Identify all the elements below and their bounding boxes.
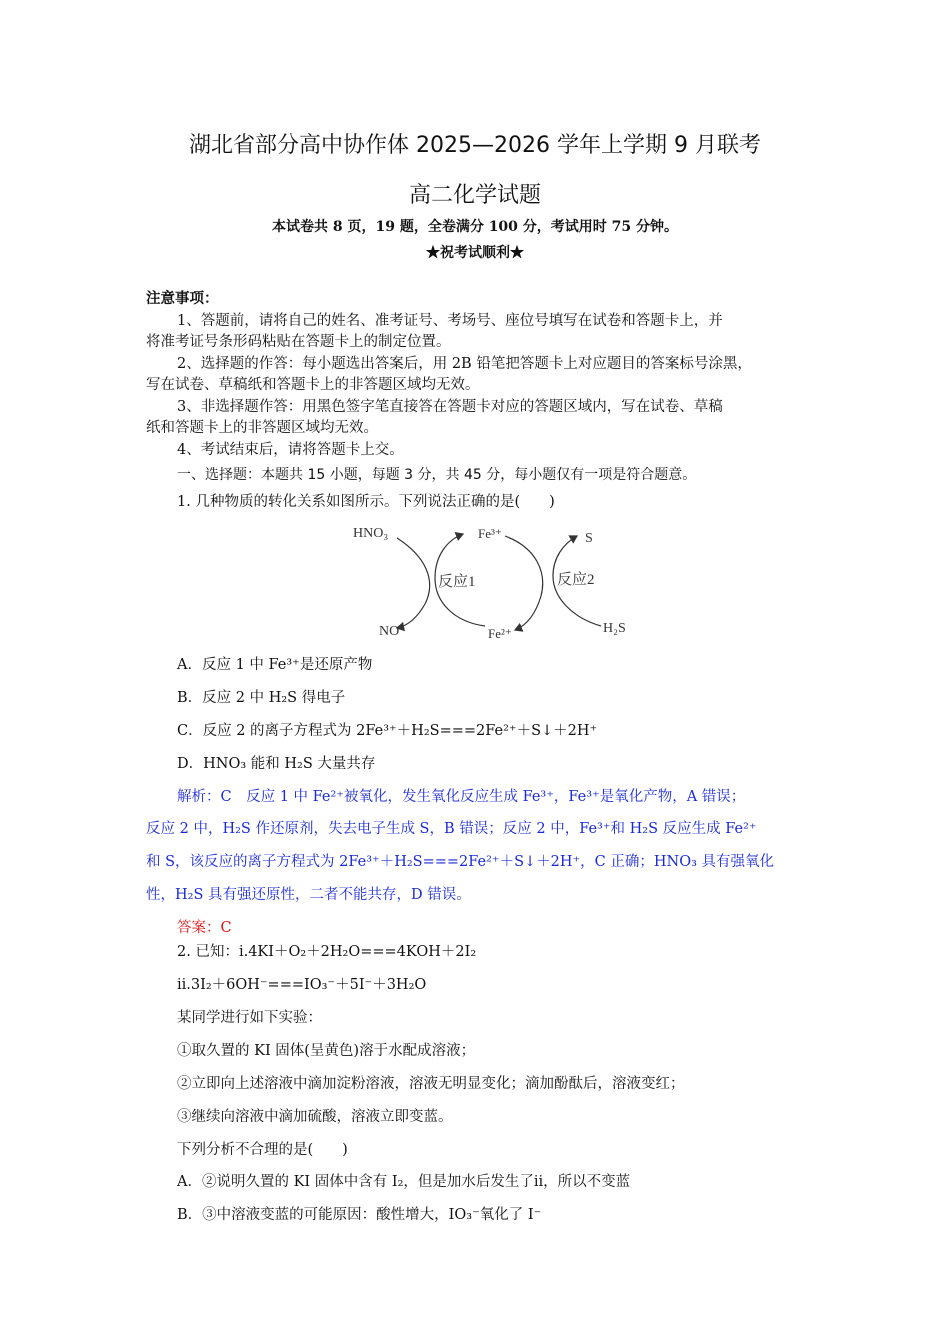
fe3-label: Fe³⁺ (478, 526, 502, 541)
exam-info: 本试卷共 8 页，19 题，全卷满分 100 分，考试用时 75 分钟。 (271, 219, 679, 235)
no-label: NO (379, 624, 400, 639)
reaction-cycle-diagram (345, 518, 640, 643)
notice-line: 4、考试结束后，请将答题卡上交。 (177, 442, 404, 458)
left-arc-arrow (397, 538, 430, 628)
q1-option-b: B．反应 2 中 H₂S 得电子 (177, 690, 346, 706)
q2-line: 2. 已知：ⅰ.4KI＋O₂＋2H₂O===4KOH＋2I₂ (177, 944, 477, 960)
section-heading: 一、选择题：本题共 15 小题，每题 3 分，共 45 分，每小题仅有一项是符合题意。 (177, 467, 697, 483)
q1-option-a: A．反应 1 中 Fe³⁺是还原产物 (177, 657, 373, 673)
q1-analysis-line: 解析：C 反应 1 中 Fe²⁺被氧化，发生氧化反应生成 Fe³⁺，Fe³⁺是氧化产物，A 错误； (177, 789, 746, 805)
h2s-label: H₂S (603, 621, 626, 636)
hno3-label: HNO₃ (353, 526, 389, 541)
q2-line: ⅱ.3I₂＋6OH⁻===IO₃⁻＋5I⁻＋3H₂O (177, 977, 427, 993)
fe2-label: Fe²⁺ (488, 626, 512, 641)
question-1-stem: 1. 几种物质的转化关系如图所示。下列说法正确的是( ) (177, 494, 555, 510)
notice-line: 纸和答题卡上的非答题区域均无效。 (146, 420, 378, 436)
q2-option-a: A．②说明久置的 KI 固体中含有 I₂，但是加水后发生了ⅱ，所以不变蓝 (177, 1174, 631, 1190)
q1-option-d: D．HNO₃ 能和 H₂S 大量共存 (177, 756, 376, 772)
notice-line: 3、非选择题作答：用黑色签字笔直接答在答题卡对应的答题区域内，写在试卷、草稿 (177, 399, 723, 415)
notice-line: 将准考证号条形码粘贴在答题卡上的制定位置。 (146, 334, 451, 350)
q2-line: 下列分析不合理的是( ) (177, 1142, 348, 1158)
notice-line: 写在试卷、草稿纸和答题卡上的非答题区域均无效。 (146, 377, 480, 393)
q2-line: 某同学进行如下实验： (177, 1010, 322, 1026)
reaction-2-label: 反应2 (557, 572, 595, 588)
notice-line: 2、选择题的作答：每小题选出答案后，用 2B 铅笔把答题卡上对应题目的答案标号涂黑， (177, 356, 752, 372)
q2-line: ②立即向上述溶液中滴加淀粉溶液，溶液无明显变化；滴加酚酞后，溶液变红； (177, 1076, 685, 1092)
reaction-1-label: 反应1 (438, 574, 476, 590)
q2-option-b: B．③中溶液变蓝的可能原因：酸性增大，IO₃⁻氧化了 I⁻ (177, 1207, 542, 1223)
good-luck-line: ★祝考试顺利★ (426, 245, 524, 261)
q1-option-c: C．反应 2 的离子方程式为 2Fe³⁺＋H₂S===2Fe²⁺＋S↓＋2H⁺ (177, 723, 598, 739)
q1-analysis-line: 性，H₂S 具有强还原性，二者不能共存，D 错误。 (146, 887, 471, 903)
fe3-to-fe2-arrow (505, 536, 543, 630)
q2-line: ③继续向溶液中滴加硫酸，溶液立即变蓝。 (177, 1109, 453, 1125)
notice-heading: 注意事项： (146, 290, 219, 307)
notice-line: 1、答题前，请将自己的姓名、准考证号、考场号、座位号填写在试卷和答题卡上，并 (177, 313, 723, 329)
exam-title: 湖北省部分高中协作体 2025—2026 学年上学期 9 月联考 (189, 133, 761, 158)
q1-analysis-line: 反应 2 中，H₂S 作还原剂，失去电子生成 S，B 错误；反应 2 中，Fe³⁺和 H₂S 反应生成 Fe²⁺ (146, 821, 757, 837)
s-label: S (585, 531, 593, 546)
q1-answer: 答案：C (177, 920, 232, 936)
q2-line: ①取久置的 KI 固体(呈黄色)溶于水配成溶液； (177, 1043, 476, 1059)
subject-title: 高二化学试题 (408, 183, 541, 208)
q1-analysis-line: 和 S，该反应的离子方程式为 2Fe³⁺＋H₂S===2Fe²⁺＋S↓＋2H⁺，C 正确；HNO₃ 具有强氧化 (146, 854, 775, 870)
